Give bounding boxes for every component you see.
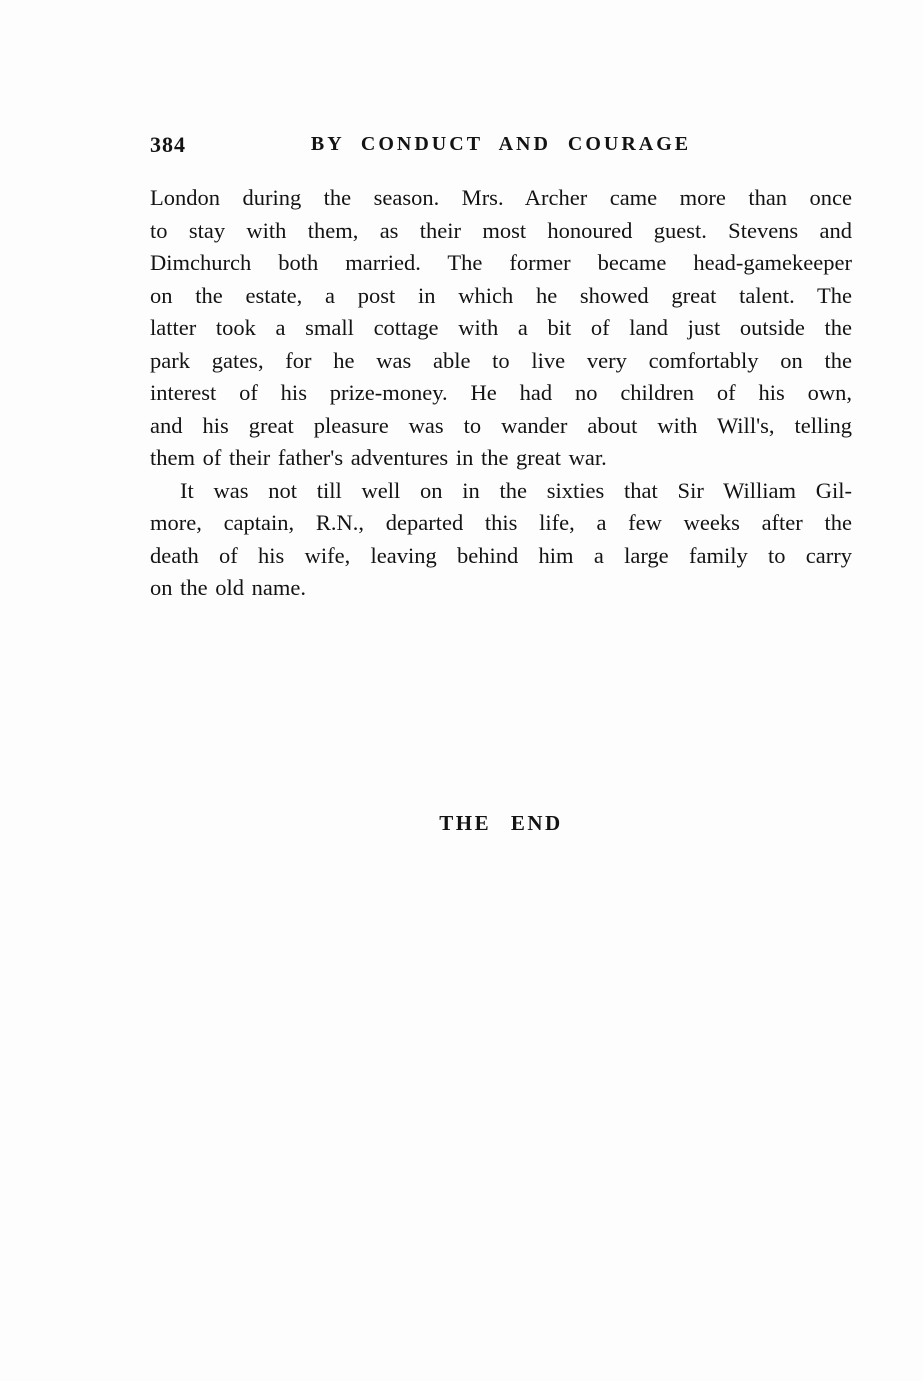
text-line: London during the season. Mrs. Archer came more than once: [150, 185, 852, 210]
page-header: [150, 132, 852, 158]
text-line: latter took a small cottage with a bit of land just outside the: [150, 315, 852, 340]
text-line: them of their father's adventures in the great war.: [150, 445, 607, 470]
text-line: park gates, for he was able to live very comfortably on the: [150, 347, 852, 373]
text-line: death of his wife, leaving behind him a large family to carry: [150, 542, 852, 568]
body-text: [150, 182, 852, 605]
page-number: 384: [150, 132, 186, 157]
text-line: interest of his prize-money. He had no children of his own,: [150, 380, 852, 405]
text-line: on the old name.: [150, 575, 306, 600]
running-title: BY CONDUCT AND COURAGE: [310, 133, 692, 155]
text-line: to stay with them, as their most honoured guest. Stevens and: [150, 217, 852, 243]
text-line: and his great pleasure was to wander about with Will's, telling: [150, 412, 852, 438]
text-line: on the estate, a post in which he showed great talent. The: [150, 282, 852, 308]
end-mark: THE END: [439, 811, 563, 835]
text-line: more, captain, R.N., departed this life, a few weeks after the: [150, 510, 852, 535]
text-line: Dimchurch both married. The former became head-gamekeeper: [150, 250, 852, 275]
text-line: It was not till well on in the sixties that Sir William Gil-: [180, 477, 852, 503]
